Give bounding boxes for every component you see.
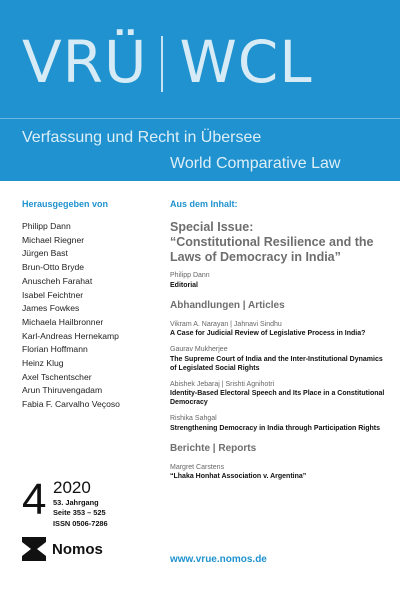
article-author: Rishika Sahgal [170,415,217,422]
title-vru: VRÜ [22,28,148,96]
issue-year: 2020 [53,478,91,497]
article-title: Strengthening Democracy in India through Participation Rights [170,424,381,432]
editor-name: Michael Riegner [22,234,85,245]
editor-name: Brun-Otto Bryde [22,262,85,273]
article-title: The Supreme Court of India and the Inter-Institutional Dynamics of Legislated Social Rights [170,355,383,372]
editor-name: Karl-Andreas Hernekamp [22,330,119,341]
header-divider [0,118,400,119]
special-issue-title [170,220,385,265]
contents-heading: Aus dem Inhalt: [170,199,238,209]
article-entry [170,380,385,408]
article-title: A Case for Judicial Review of Legislative Process in India? [170,330,366,337]
issue-number: 4 [22,475,47,524]
journal-title [22,30,313,110]
nomos-logo-icon [22,537,46,561]
article-entry [170,345,385,373]
article-author: Gaurav Mukherjee [170,346,228,353]
editor-name: Philipp Dann [22,221,71,231]
special-issue-label: Special Issue: [170,220,254,234]
title-separator [161,36,163,92]
editor-name: Axel Tschentscher [22,371,92,382]
editors-heading: Herausgegeben von [22,199,109,209]
issue-pages: Seite 353 – 525 [53,508,106,518]
editor-name: Michaela Hailbronner [22,316,104,327]
website-link[interactable]: www.vrue.nomos.de [170,554,267,565]
editor-name: Florian Hoffmann [22,344,88,355]
publisher-name: Nomos [52,540,103,558]
editors-column [22,198,157,412]
editor-name: Fabia F. Carvalho Veçoso [22,399,120,410]
editor-name: James Fowkes [22,303,80,314]
issue-issn: ISSN 0506-7286 [53,518,108,528]
article-entry [170,320,385,339]
report-title: “Lhaka Honhat Association v. Argentina” [170,473,307,480]
articles-heading: Abhandlungen | Articles [170,299,285,311]
issue-volume: 53. Jahrgang [53,498,99,507]
publisher-logo [22,537,103,561]
editor-name: Anuscheh Farahat [22,275,93,286]
editor-name: Isabel Feichtner [22,289,84,300]
editor-name: Heinz Klug [22,358,64,369]
subtitle-english: World Comparative Law [170,155,341,172]
article-title: Identity-Based Electoral Speech and Its Place in a Constitutional Democracy [170,390,385,406]
cover-header [0,0,400,181]
article-author: Vikram A. Narayan | Jahnavi Sindhu [170,320,282,328]
report-author: Margret Carstens [170,463,225,471]
reports-heading: Berichte | Reports [170,442,257,454]
editorial-title: Editorial [170,281,199,289]
editor-name: Arun Thiruvengadam [22,385,103,396]
issue-info [22,475,162,528]
article-author: Abishek Jebaraj | Srishti Agnihotri [170,380,275,388]
issue-meta [53,498,108,529]
contents-column [170,198,385,488]
editor-name: Jürgen Bast [22,248,68,259]
report-entry [170,463,385,482]
editorial-entry [170,271,385,290]
article-entry [170,414,385,433]
editorial-author: Philipp Dann [170,272,210,279]
subtitle-german: Verfassung und Recht in Übersee [22,129,262,146]
title-wcl: WCL [179,28,313,96]
special-issue-name: “Constitutional Resilience and the Laws of Democracy in India” [170,235,374,264]
